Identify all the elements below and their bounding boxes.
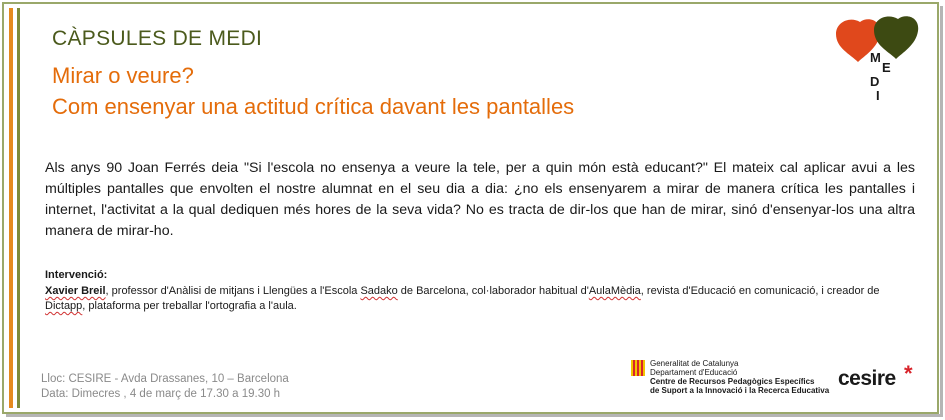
title-line-2: Com ensenyar una actitud crítica davant les pantalles [52,94,575,119]
logo-letter-d: D [870,74,880,89]
cesire-logo-text: cesire [838,367,896,390]
event-date: Data: Dimecres , 4 de març de 17.30 a 19.30 h [41,388,281,400]
title-line-1: Mirar o veure? [52,63,194,88]
center-line-1: Centre de Recursos Pedagògics Específics [650,377,815,386]
intervention-text-part: , revista d'Educació en comunicació, i creador de [640,285,880,297]
event-place: Lloc: CESIRE - Avda Drassanes, 10 – Barcelona [41,373,289,385]
orange-stripe [9,8,13,408]
logo-letter-i: I [876,88,880,103]
intervention-text-part: , plataforma per treballar l'ortografia a l'aula. [82,300,297,312]
medi-logo [830,14,922,106]
speaker-name: Xavier Breil [45,285,106,297]
school-name: Sadako [360,285,398,297]
center-line-2: de Suport a la Innovació i la Recerca Educativa [650,386,830,395]
generalitat-text [650,359,829,395]
department-line: Departament d'Educació [650,368,738,377]
intervention-text-part: de Barcelona, col·laborador habitual d' [397,285,589,297]
intro-paragraph: Als anys 90 Joan Ferrés deia "Si l'escola no ensenya a veure la tele, per a quin món està educant?" El mateix cal aplicar avui a les múltiples pantalles que envolten el nostre alumnat en el seu dia a dia: ¿no els ensenyarem a mirar de manera crítica les pantalles i internet, l'activitat a la qual dediquen més hores de la seva vida? No es tracta de dir-los que han de mirar, sinó d'ensenyar-los una altra manera de mirar-ho. [45,160,915,239]
generalitat-flag-icon [631,360,645,376]
card-shadow-right [940,6,943,416]
green-stripe [17,8,20,408]
card-shadow-bottom [6,414,943,417]
intervention-text-part: , professor d'Anàlisi de mitjans i Llengües a l'Escola [105,285,361,297]
cesire-star-icon: * [904,361,913,386]
series-title: CÀPSULES DE MEDI [52,27,263,50]
intervention-text [45,284,905,314]
magazine-name: AulaMèdia [588,285,641,297]
intervention-label: Intervenció: [45,269,108,281]
app-name: Dictapp [45,300,83,312]
logo-letter-e: E [882,60,891,75]
logo-letter-m: M [870,50,881,65]
generalitat-line: Generalitat de Catalunya [650,359,739,368]
